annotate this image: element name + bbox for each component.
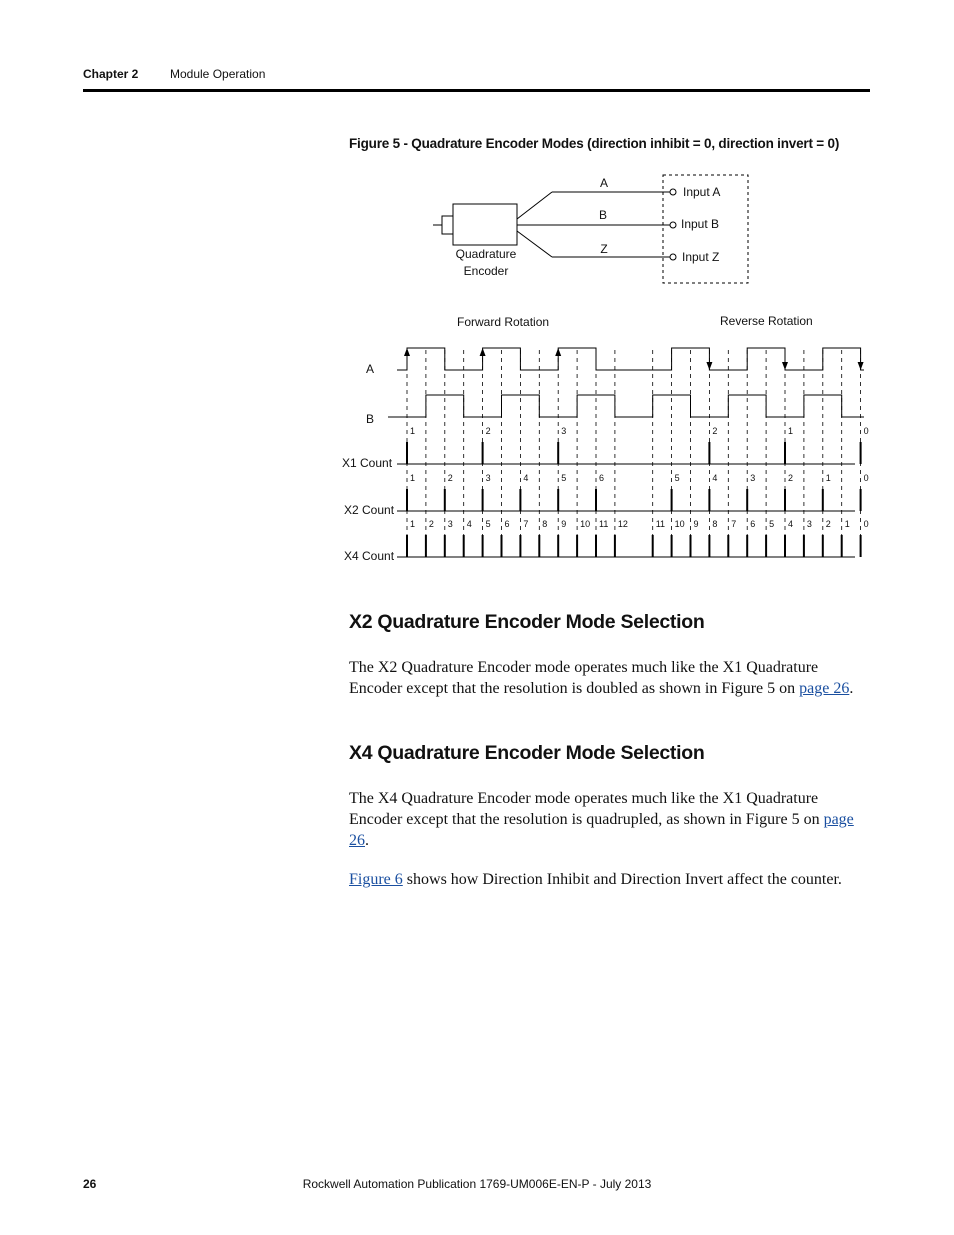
wire-label-a: A bbox=[599, 176, 609, 190]
x4-end: . bbox=[365, 832, 369, 849]
encoder-body bbox=[453, 204, 517, 245]
encoder-label-1: Quadrature bbox=[455, 247, 517, 261]
x4-count-value: 3 bbox=[806, 519, 812, 529]
reverse-rotation-label: Reverse Rotation bbox=[720, 314, 813, 328]
x4-count-value: 6 bbox=[504, 519, 510, 529]
terminal-b bbox=[670, 222, 676, 228]
x4-count-value: 5 bbox=[769, 519, 775, 529]
x2-count-value: 0 bbox=[863, 473, 869, 483]
publication-info: Rockwell Automation Publication 1769-UM006E-EN-P - July 2013 bbox=[302, 1177, 652, 1191]
x4-count-value: 0 bbox=[863, 519, 869, 529]
x4-count-value: 8 bbox=[542, 519, 548, 529]
wire-z-diag bbox=[517, 231, 552, 257]
wire-a-diag bbox=[517, 192, 552, 219]
heading-x4-mode: X4 Quadrature Encoder Mode Selection bbox=[349, 742, 705, 764]
input-z-label: Input Z bbox=[682, 250, 720, 264]
x2-count-value: 2 bbox=[447, 473, 453, 483]
x4-count-value: 7 bbox=[731, 519, 737, 529]
x4-count-value: 10 bbox=[674, 519, 685, 529]
row-label-x4: X4 Count bbox=[344, 549, 395, 563]
heading-x2-mode: X2 Quadrature Encoder Mode Selection bbox=[349, 611, 705, 633]
x2-count-value: 1 bbox=[825, 473, 831, 483]
x1-count-value: 2 bbox=[485, 426, 491, 436]
encoder-label-2: Encoder bbox=[463, 264, 509, 278]
waveform-a bbox=[397, 348, 864, 370]
x4-count-value: 1 bbox=[844, 519, 850, 529]
x4-count-value: 3 bbox=[447, 519, 453, 529]
x2-count-value: 5 bbox=[674, 473, 680, 483]
x4-count-value: 7 bbox=[523, 519, 529, 529]
forward-rotation-label: Forward Rotation bbox=[457, 315, 550, 329]
input-b-label: Input B bbox=[681, 217, 720, 231]
link-figure-6[interactable]: Figure 6 bbox=[349, 871, 403, 888]
row-label-x1: X1 Count bbox=[342, 456, 393, 470]
paragraph-x4-mode bbox=[349, 788, 869, 851]
x4-count-value: 8 bbox=[712, 519, 718, 529]
row-label-b: B bbox=[366, 412, 375, 426]
x4-count-value: 1 bbox=[410, 519, 416, 529]
x4-count-value: 11 bbox=[655, 519, 666, 529]
x2-count-value: 5 bbox=[561, 473, 567, 483]
terminal-z bbox=[670, 254, 676, 260]
wire-label-z: Z bbox=[600, 242, 608, 256]
x2-count-value: 4 bbox=[712, 473, 718, 483]
input-a-label: Input A bbox=[683, 185, 721, 199]
x4-count-value: 4 bbox=[466, 519, 472, 529]
row-label-x2: X2 Count bbox=[344, 503, 395, 517]
wire-label-b: B bbox=[598, 208, 608, 222]
link-page-26-x4[interactable]: page 26 bbox=[349, 811, 854, 849]
x1-count-value: 1 bbox=[788, 426, 794, 436]
x4-count-value: 11 bbox=[599, 519, 609, 529]
x4-count-value: 9 bbox=[693, 519, 699, 529]
x1-count-value: 1 bbox=[410, 426, 416, 436]
x4-count-value: 10 bbox=[580, 519, 591, 529]
chapter-label: Chapter 2 bbox=[83, 67, 139, 81]
terminal-a bbox=[670, 189, 676, 195]
waveform-b bbox=[388, 395, 864, 417]
x4-count-value: 5 bbox=[485, 519, 491, 529]
encoder-shaft-housing bbox=[442, 216, 453, 234]
x1-count-value: 3 bbox=[561, 426, 567, 436]
page-number: 26 bbox=[83, 1177, 97, 1191]
paragraph-x2-mode bbox=[349, 657, 869, 699]
paragraph-figure-6 bbox=[349, 869, 869, 890]
encoder-figure bbox=[0, 0, 954, 600]
row-label-a: A bbox=[366, 362, 375, 376]
x4-count-value: 2 bbox=[825, 519, 831, 529]
x2-count-value: 3 bbox=[485, 473, 491, 483]
x2-text: The X2 Quadrature Encoder mode operates much like the X1 Quadrature Encoder except that the resolution is doubled as shown in Figure 5 on bbox=[349, 659, 819, 697]
x2-count-value: 3 bbox=[750, 473, 756, 483]
x4-text: The X4 Quadrature Encoder mode operates much like the X1 Quadrature Encoder except that the resolution is quadrupled, as shown in Figure 5 on bbox=[349, 790, 824, 828]
x4-count-value: 9 bbox=[561, 519, 567, 529]
x2-count-value: 6 bbox=[599, 473, 605, 483]
link-page-26-x2[interactable]: page 26 bbox=[799, 680, 850, 697]
figure-6-text: shows how Direction Inhibit and Direction Invert affect the counter. bbox=[402, 871, 842, 888]
x2-end: . bbox=[849, 680, 854, 697]
x4-count-value: 12 bbox=[617, 519, 628, 529]
figure-title: Figure 5 - Quadrature Encoder Modes (direction inhibit = 0, direction invert = 0) bbox=[349, 136, 840, 151]
timing-diagram bbox=[388, 348, 869, 557]
x4-count-value: 2 bbox=[428, 519, 434, 529]
x2-count-value: 2 bbox=[788, 473, 794, 483]
section-label: Module Operation bbox=[170, 67, 266, 81]
x4-count-value: 4 bbox=[788, 519, 794, 529]
x1-count-value: 2 bbox=[712, 426, 718, 436]
x4-count-value: 6 bbox=[750, 519, 756, 529]
x2-count-value: 4 bbox=[523, 473, 529, 483]
x1-count-value: 0 bbox=[863, 426, 869, 436]
x2-count-value: 1 bbox=[410, 473, 416, 483]
